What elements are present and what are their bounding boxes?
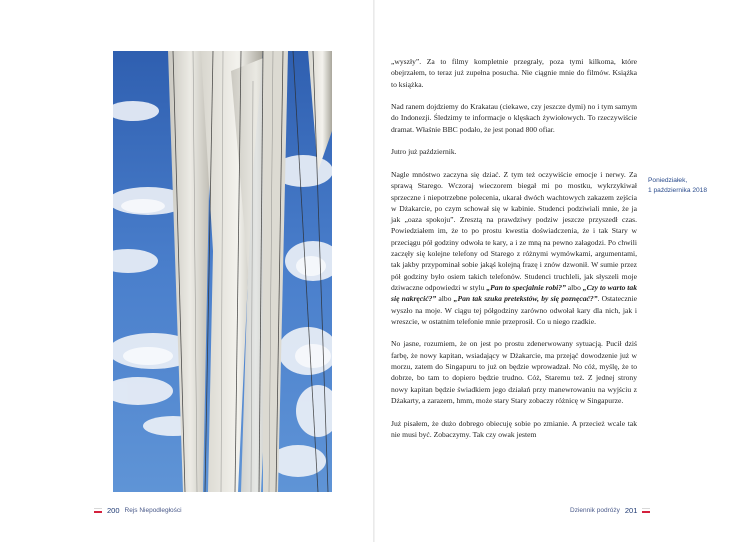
- paragraph: [391, 101, 637, 135]
- margin-note-date: 1 października 2018: [648, 186, 708, 194]
- paragraph: [391, 169, 637, 327]
- left-page: [0, 0, 374, 542]
- paragraph-text: „wyszły”. Za to filmy kompletnie przegrały, poza tymi kilkoma, które obejrzałem, to teraz już zupełna posucha. Nie ciągnie mnie do filmów. Książka to książka.: [391, 57, 637, 89]
- running-title: Rejs Niepodległości: [124, 507, 182, 514]
- right-footer: [570, 506, 650, 515]
- sails-photo: [113, 51, 332, 492]
- margin-note-day: Poniedziałek,: [648, 177, 688, 184]
- running-title: Dziennik podróży: [570, 507, 620, 514]
- body-text: [391, 56, 637, 451]
- paragraph-text: Jutro już październik.: [391, 147, 457, 157]
- paragraph-text: Już pisałem, że dużo dobrego obiecuję sobie po zmianie. A przecież wcale tak nie musi być. Zobaczymy. Tak czy owak jestem: [391, 418, 637, 439]
- paragraph: [391, 146, 637, 157]
- paragraph: [391, 56, 637, 90]
- paragraph-text: Nagle mnóstwo zaczyna się dziać. Z tym też oczywiście emocje i nerwy. Za sprawą Starego. Wczoraj wieczorem biegał mi po mostku, wykrzykiwał sprzeczne i niepotrzebne polecenia, ukarał dwóch wachtowych zakazem zejścia w Dżakarcie, po czym schował się w kabinie. Studenci podziwiali mnie, że ja jak „oaza spokoju”. Zresztą na prawdziwy podziw jeszcze przyszedł czas. Powiedziałem im, że to po prostu kwestia doświadczenia, że i tak Stary w przeciągu pół godziny odwoła te kary, a i ze mną na pewno załagodzi. Po chwili zaczęły się kolejne telefony od Starego z różnymi wymówkami, argumentami, tak jakby przypominał sobie jakąś kolejną frazę i znów dzwonił. W sumie przez pół godziny było osiem takich telefonów. Studenci truchleli, jak słyszeli moje dziwaczne odpowiedzi w stylu: [391, 169, 637, 292]
- paragraph: [391, 338, 637, 406]
- paragraph-text: No jasne, rozumiem, że on jest po prostu zdenerwowany sytuacją. Pucił dziś farbę, że nowy kapitan, wsiadający w Dżakarcie, ma przejąć dowodzenie już w morzu, zatem do Singapuru to już on będzie wprowadzał. No cóż, myślę, że to dobrze, bo tam to dopiero będzie trudno. Cóż, Staremu też. Z jednej strony nowy kapitan będzie świadkiem jego działań przy manewrowaniu na wyjściu z Dżakarty, a zarazem, hmm, może stary Stary zobaczy różnicę w Singapurze.: [391, 339, 637, 405]
- paragraph-text: . Ostatecznie wyszło na moje. W ciągu tej półgodziny zarówno odwołał kary dla nich, jak i wreszcie, w ostatnim telefonie mnie przeprosił. Co u niego rzadkie.: [391, 294, 638, 326]
- quoted-phrase: „Pan to specjalnie robi?”: [486, 282, 566, 292]
- quoted-phrase: „Pan tak szuka pretekstów, by się poznęcać?”: [453, 294, 598, 304]
- polish-flag-icon: [94, 508, 102, 513]
- quoted-phrase: „Czy to warto tak się nakręcić?”: [391, 282, 638, 304]
- polish-flag-icon: [642, 508, 650, 513]
- paragraph-text: albo: [436, 294, 454, 304]
- paragraph-text: albo: [565, 282, 583, 292]
- left-footer: [94, 506, 182, 515]
- paragraph-text: Nad ranem dojdziemy do Krakatau (ciekawe, czy jeszcze dymi) no i tym samym do Indonezji. Śledzimy te informacje o klęskach żywiołowych. To rzeczywiście dramat. Właśnie BBC podało, że jest ponad 800 ofiar.: [391, 102, 637, 134]
- margin-date-note: [648, 176, 728, 195]
- paragraph: [391, 418, 637, 441]
- page-number: 200: [107, 506, 120, 515]
- page-number: 201: [624, 506, 638, 515]
